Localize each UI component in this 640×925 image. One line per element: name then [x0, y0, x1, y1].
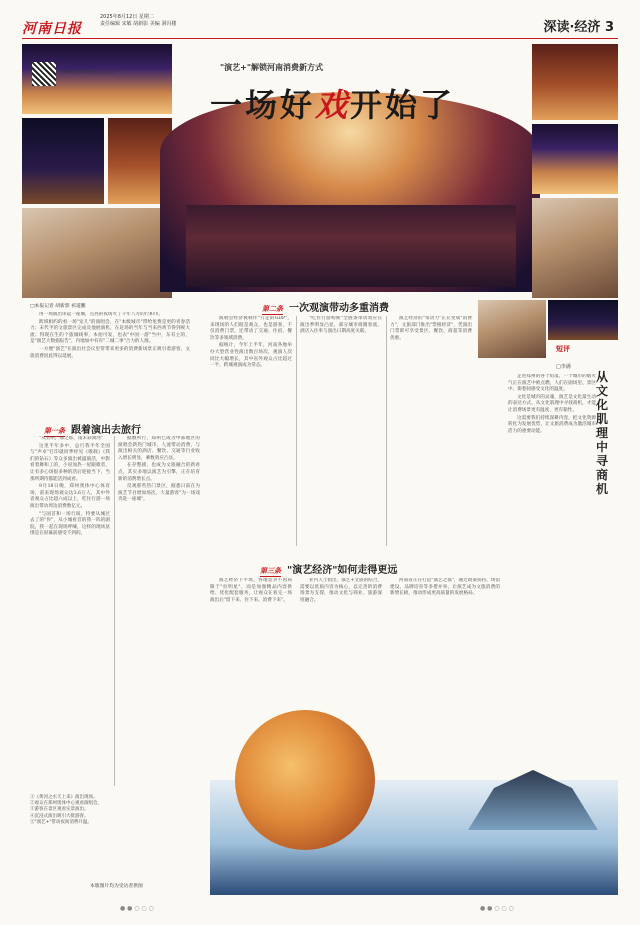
- column-rule: [386, 316, 387, 546]
- header-rule: [22, 38, 618, 39]
- lead-paragraph: 用一场演出串起一座城，点亮的夜场火了千年八方的行和市。: [39, 312, 164, 317]
- section2-paragraph: 据统计，今年上半年，河南各地举办大型营业性演出数百场次，观演人次同比大幅增长，其中省外观众占比超过一半，跨城观演成为常态。: [210, 343, 292, 369]
- section1-col-a: [30, 436, 110, 786]
- photo-stage-right: [532, 124, 618, 194]
- section1-badge: 第一条: [44, 426, 65, 435]
- headline-part-2: 开始了: [350, 86, 456, 124]
- newspaper-logo: 河南日报: [22, 21, 82, 37]
- lead-paragraph: 跨域相约的看一场"宠儿"的演唱会，在"本级城市"带给免费是更的青春活力；末代半的文旅景区完成及他展演机，在赶场的当年与当来西鸡节得到视大流；得现在生的个旅城线事，本拍可发，也表"中国一游"当中，东有主的，是"演艺大数据报告"，内地加中有有"二城二事"合力的人群。: [30, 319, 190, 345]
- reporters-byline: □本报记者 胡新影 祁道鹏: [30, 304, 86, 309]
- section2-col-c: [390, 316, 472, 546]
- section1-col-b: [118, 436, 200, 786]
- section1-paragraph: 9月18日晚，郑州奥体中心体育场，前来现场观众达3.6万人，其中外省观众占比超六成以上，吃住行游一场演出带动周边消费数亿元。: [30, 484, 110, 509]
- photo-notes: [30, 795, 205, 826]
- section3-col-a: [210, 578, 292, 708]
- photo-night-show: [22, 118, 104, 204]
- photo-audience: [22, 208, 172, 298]
- section2-paragraph: 演艺经济的"带动力"正在变成"消费力"，文旅部门推出"票根经济"，凭演出门票即可享受景区、餐饮、商超等消费优惠。: [390, 316, 472, 341]
- short-comment-title: 从文化肌理中寻商机: [596, 370, 609, 496]
- photo-visitors: [478, 300, 546, 358]
- photo-dancer-right: [532, 198, 618, 298]
- section3-paragraph: 业内人士指出，演艺+文旅的结合，需要以优质内容为核心，以完善的消费场景为支撑，推动文化与商业、旅游深度融合。: [300, 578, 382, 603]
- page-nav-right[interactable]: ● ● ○ ○ ○: [480, 905, 514, 912]
- headline-highlight: 戏: [315, 86, 351, 124]
- section-title: 深读·经济 3: [543, 20, 614, 35]
- editor-credits: 责任编辑 宋敏 胡新影 美编 洞冯楼: [100, 21, 177, 27]
- section1-title: 跟着演出去旅行: [71, 425, 141, 436]
- note-item: ②观众在郑州奥体中心观看演唱会。: [30, 801, 102, 807]
- section2-title: 一次观演带动多重消费: [289, 303, 389, 314]
- note-item: ①《黄河之水天上来》演出现场。: [30, 795, 98, 800]
- short-comment-body: [508, 374, 596, 574]
- section2-paragraph: "吃住行游购娱"全链条带动效应在演出季明显凸显，部分城市商圈客流、酒店入住率与演出日期高度关联。: [300, 316, 382, 335]
- moon-stage-photo: [235, 710, 375, 850]
- section2-col-a: [210, 316, 292, 546]
- note-item: ⑤"演艺+"带动夜间消费升温。: [30, 819, 92, 825]
- issue-date: 2025年8月12日 星期二: [100, 14, 154, 20]
- note-item: ④沉浸式演出吸引大批游客。: [30, 813, 89, 819]
- section3-badge: 第三条: [260, 566, 281, 575]
- column-rule: [296, 316, 297, 546]
- issue-meta: [100, 14, 176, 28]
- section1-paragraph: "从五州，那之那，南未彩浏河": [39, 436, 103, 441]
- section2-badge: 第二条: [262, 304, 283, 313]
- photo-credit: 本版图片均为受访者供图: [90, 884, 143, 889]
- photo-performer-right: [532, 44, 618, 120]
- lead-paragraph: 一方便"演艺"在演出社会议里常带来更多的消费新场景正吸引着游客，文旅消费因此得以延展。: [30, 346, 190, 359]
- section3-paragraph: 演艺经济下半场，各地竞争不再局限于"拉明星"，而是加强精品内容供给、优化配套服务，让观众在看完一场演出后"留下来、住下来、消费下来"。: [210, 578, 292, 603]
- lead-text: [30, 312, 190, 412]
- section1-paragraph: 在存整剧、也成为文旅融合的新看点，其实多地以演艺为引擎，正在培育新的消费增长点。: [118, 463, 200, 482]
- photo-gallery: [548, 300, 618, 340]
- section1-paragraph: "与国首和一场行间，特要从城过去了的"你"，从小城看首的我一阵的剧院，我一起在现场呼喊，这样的现场氛围是在屏幕前感受不到的。: [30, 511, 110, 537]
- section2-col-b: [300, 316, 382, 546]
- short-comment-author: □李满: [556, 364, 571, 370]
- section2-paragraph: 演唱会经济被称作"行走的GDP"，来现场的人们既是观众，也是游客，不仅消费门票，还带动了交通、住宿、餐饮等多领域消费。: [210, 316, 292, 341]
- section1-heading: [44, 418, 141, 437]
- qr-code[interactable]: [32, 62, 56, 86]
- section3-title: "演艺经济"如何走得更远: [287, 565, 398, 576]
- short-comment-tag: 短评: [556, 345, 570, 353]
- short-comment-paragraph: 这需要我们持续深耕内容，把文化资源转化为发展优势，让文旅消费成为激活城市活力的重要动能。: [508, 415, 596, 434]
- short-comment-paragraph: 文化是城市的灵魂，演艺是文化最生动的表达方式。从文化肌理中寻找商机，才能让消费场景更有温度、更有黏性。: [508, 394, 596, 413]
- short-comment-paragraph: 走进郑州的各个角落，一个城市的烟火气正在演艺中被点燃，人们在剧场里、景区中、街巷间感受文化的温度。: [508, 374, 596, 393]
- headline-kicker: "演艺+"解锁河南消费新方式: [220, 63, 324, 72]
- column-rule: [114, 436, 115, 786]
- section3-col-b: [300, 578, 382, 708]
- main-headline: [210, 80, 455, 126]
- section2-heading: [262, 296, 389, 315]
- section1-paragraph: 据数所行，郑州已成为中部地区的演唱会新热门城市，人流带动消费，与演出相关的酒店、餐饮、交通等行业收入增长明显，乘数效应凸显。: [118, 436, 200, 461]
- section3-heading: [260, 558, 397, 577]
- crowd-photo: [186, 205, 516, 287]
- headline-part-1: 一场好: [210, 86, 316, 124]
- page-nav-left[interactable]: ● ● ○ ○ ○: [120, 905, 154, 912]
- section1-paragraph: 反观那些热门景区，据悉日前在为演艺节目增加场次，大量游客"为一场戏奔赴一座城"。: [118, 484, 200, 503]
- qr-caption: 本报财经全媒体中心 出品: [60, 70, 115, 75]
- section3-col-c: [390, 578, 500, 708]
- pavilion-photo: [468, 770, 598, 830]
- section1-paragraph: 这里半年多中，总行我半年全国与"声卓"打印就同季经见《歌载》《我们的钻石》等众多演出被盛演活，中影看着舞和工的，小说加热一屋跟歌者，让有多心场很多种的活后迎接当下，当那所期待都能活到成看。: [30, 443, 110, 482]
- note-item: ③游客在景区观看实景演出。: [30, 807, 89, 813]
- section3-paragraph: 河南省正在打造"演艺之都"，通过政策扶持、场馆建设、品牌培育等多措并举，让演艺成为文旅消费的新增长极，推动形成更高质量的发展格局。: [390, 578, 500, 597]
